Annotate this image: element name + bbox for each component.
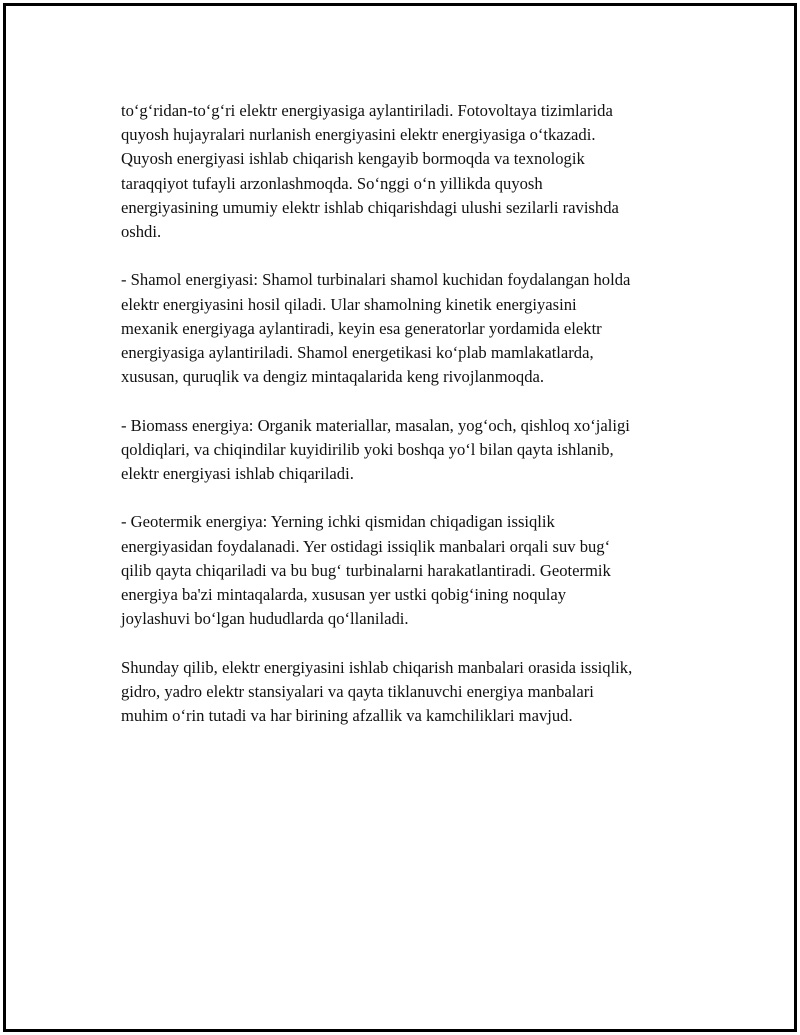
text-line: to‘g‘ridan-to‘g‘ri elektr energiyasiga aylantiriladi. Fotovoltaya tizimlarida: [121, 101, 613, 120]
text-line: joylashuvi bo‘lgan hududlarda qo‘llaniladi.: [121, 609, 409, 629]
text-line: elektr energiyasi ishlab chiqariladi.: [121, 464, 354, 484]
text-line: elektr energiyasini hosil qiladi. Ular shamolning kinetik energiyasini: [121, 294, 577, 314]
text-line: taraqqiyot tufayli arzonlashmoqda. So‘nggi o‘n yillikda quyosh: [121, 173, 543, 193]
text-line: - Shamol energiyasi: Shamol turbinalari shamol kuchidan foydalangan holda: [121, 270, 631, 290]
text-line: - Biomass energiya: Organik materiallar, masalan, yog‘och, qishloq xo‘jaligi: [121, 415, 630, 435]
text-line: qilib qayta chiqariladi va bu bug‘ turbinalarni harakatlantiradi. Geotermik: [121, 560, 611, 580]
text-line: oshdi.: [121, 222, 162, 242]
paragraph-wind: [121, 268, 691, 389]
paragraph-conclusion: [121, 656, 691, 729]
text-line: energiyasidan foydalanadi. Yer ostidagi issiqlik manbalari orqali suv bug‘: [121, 536, 611, 556]
text-line: mexanik energiyaga aylantiradi, keyin esa generatorlar yordamida elektr: [121, 318, 602, 338]
paragraph-geothermal: [121, 510, 691, 631]
text-line: - Geotermik energiya: Yerning ichki qismidan chiqadigan issiqlik: [121, 512, 555, 532]
paragraph-biomass: [121, 414, 691, 487]
text-line: quyosh hujayralari nurlanish energiyasini elektr energiyasiga o‘tkazadi.: [121, 125, 596, 145]
text-line: energiyasiga aylantiriladi. Shamol energetikasi ko‘plab mamlakatlarda,: [121, 343, 594, 363]
text-line: Quyosh energiyasi ishlab chiqarish kengayib bormoqda va texnologik: [121, 149, 585, 169]
paragraph-solar: [121, 99, 691, 244]
text-line: qoldiqlari, va chiqindilar kuyidirilib yoki boshqa yo‘l bilan qayta ishlanib,: [121, 439, 614, 459]
text-line: xususan, quruqlik va dengiz mintaqalarida keng rivojlanmoqda.: [121, 367, 545, 387]
text-line: gidro, yadro elektr stansiyalari va qayta tiklanuvchi energiya manbalari: [121, 681, 594, 701]
text-line: Shunday qilib, elektr energiyasini ishlab chiqarish manbalari orasida issiqlik,: [121, 657, 633, 677]
document-body: [121, 99, 691, 728]
text-line: energiya ba'zi mintaqalarda, xususan yer ustki qobig‘ining noqulay: [121, 585, 567, 605]
text-line: muhim o‘rin tutadi va har birining afzallik va kamchiliklari mavjud.: [121, 706, 573, 726]
page-frame: [3, 3, 797, 1032]
text-line: energiyasining umumiy elektr ishlab chiqarishdagi ulushi sezilarli ravishda: [121, 197, 619, 217]
